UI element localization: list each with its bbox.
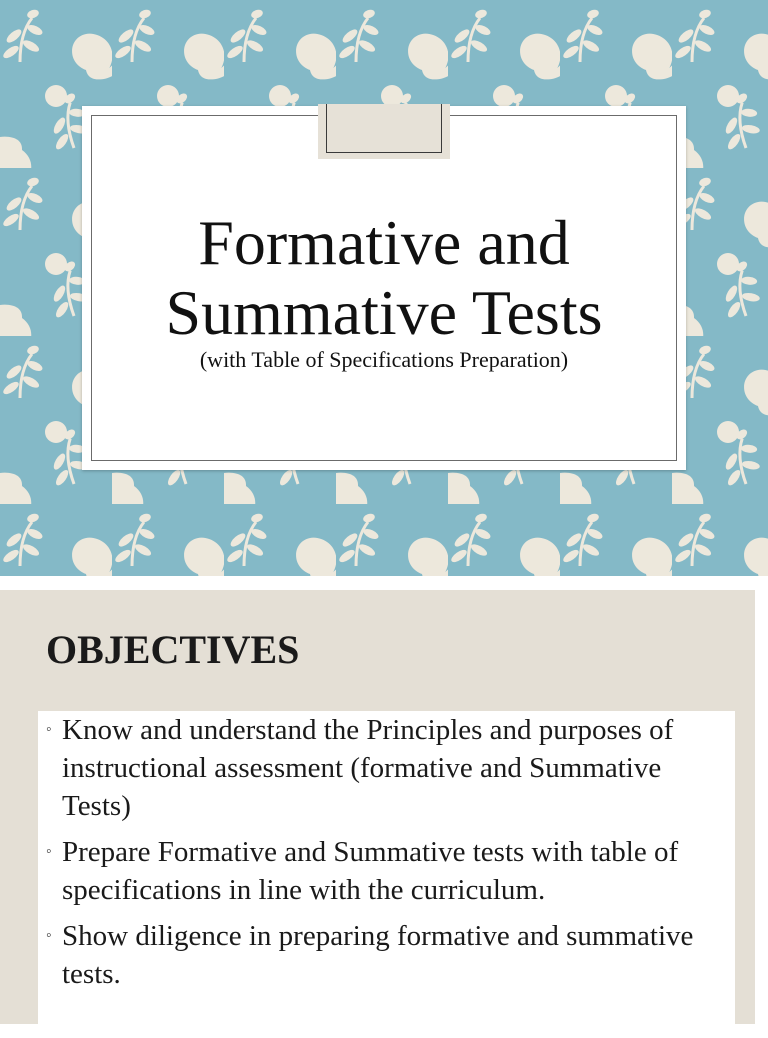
title-line-2: Summative Tests [165, 277, 603, 348]
objectives-content [38, 711, 735, 1038]
card-tab [318, 104, 450, 159]
bullet-text: Show diligence in preparing formative and summative tests. [62, 920, 694, 990]
objectives-panel [0, 590, 755, 1024]
objectives-list [38, 711, 735, 993]
bullet-circle-icon: ◦ [46, 927, 52, 944]
bullet-circle-icon: ◦ [46, 721, 52, 738]
list-item [38, 833, 735, 909]
bullet-text: Prepare Formative and Summative tests with table of specifications in line with the curriculum. [62, 836, 679, 906]
slide-subtitle: (with Table of Specifications Preparation) [199, 347, 569, 372]
bullet-text: Know and understand the Principles and purposes of instructional assessment (formative and Summative Tests) [62, 714, 674, 822]
bullet-circle-icon: ◦ [46, 843, 52, 860]
list-item [38, 711, 735, 825]
card-tab-border [326, 104, 442, 153]
slide-title [82, 208, 686, 348]
title-line-1: Formative and [198, 207, 570, 278]
list-item [38, 917, 735, 993]
objectives-slide [0, 576, 768, 1024]
objectives-heading: OBJECTIVES [46, 627, 300, 672]
